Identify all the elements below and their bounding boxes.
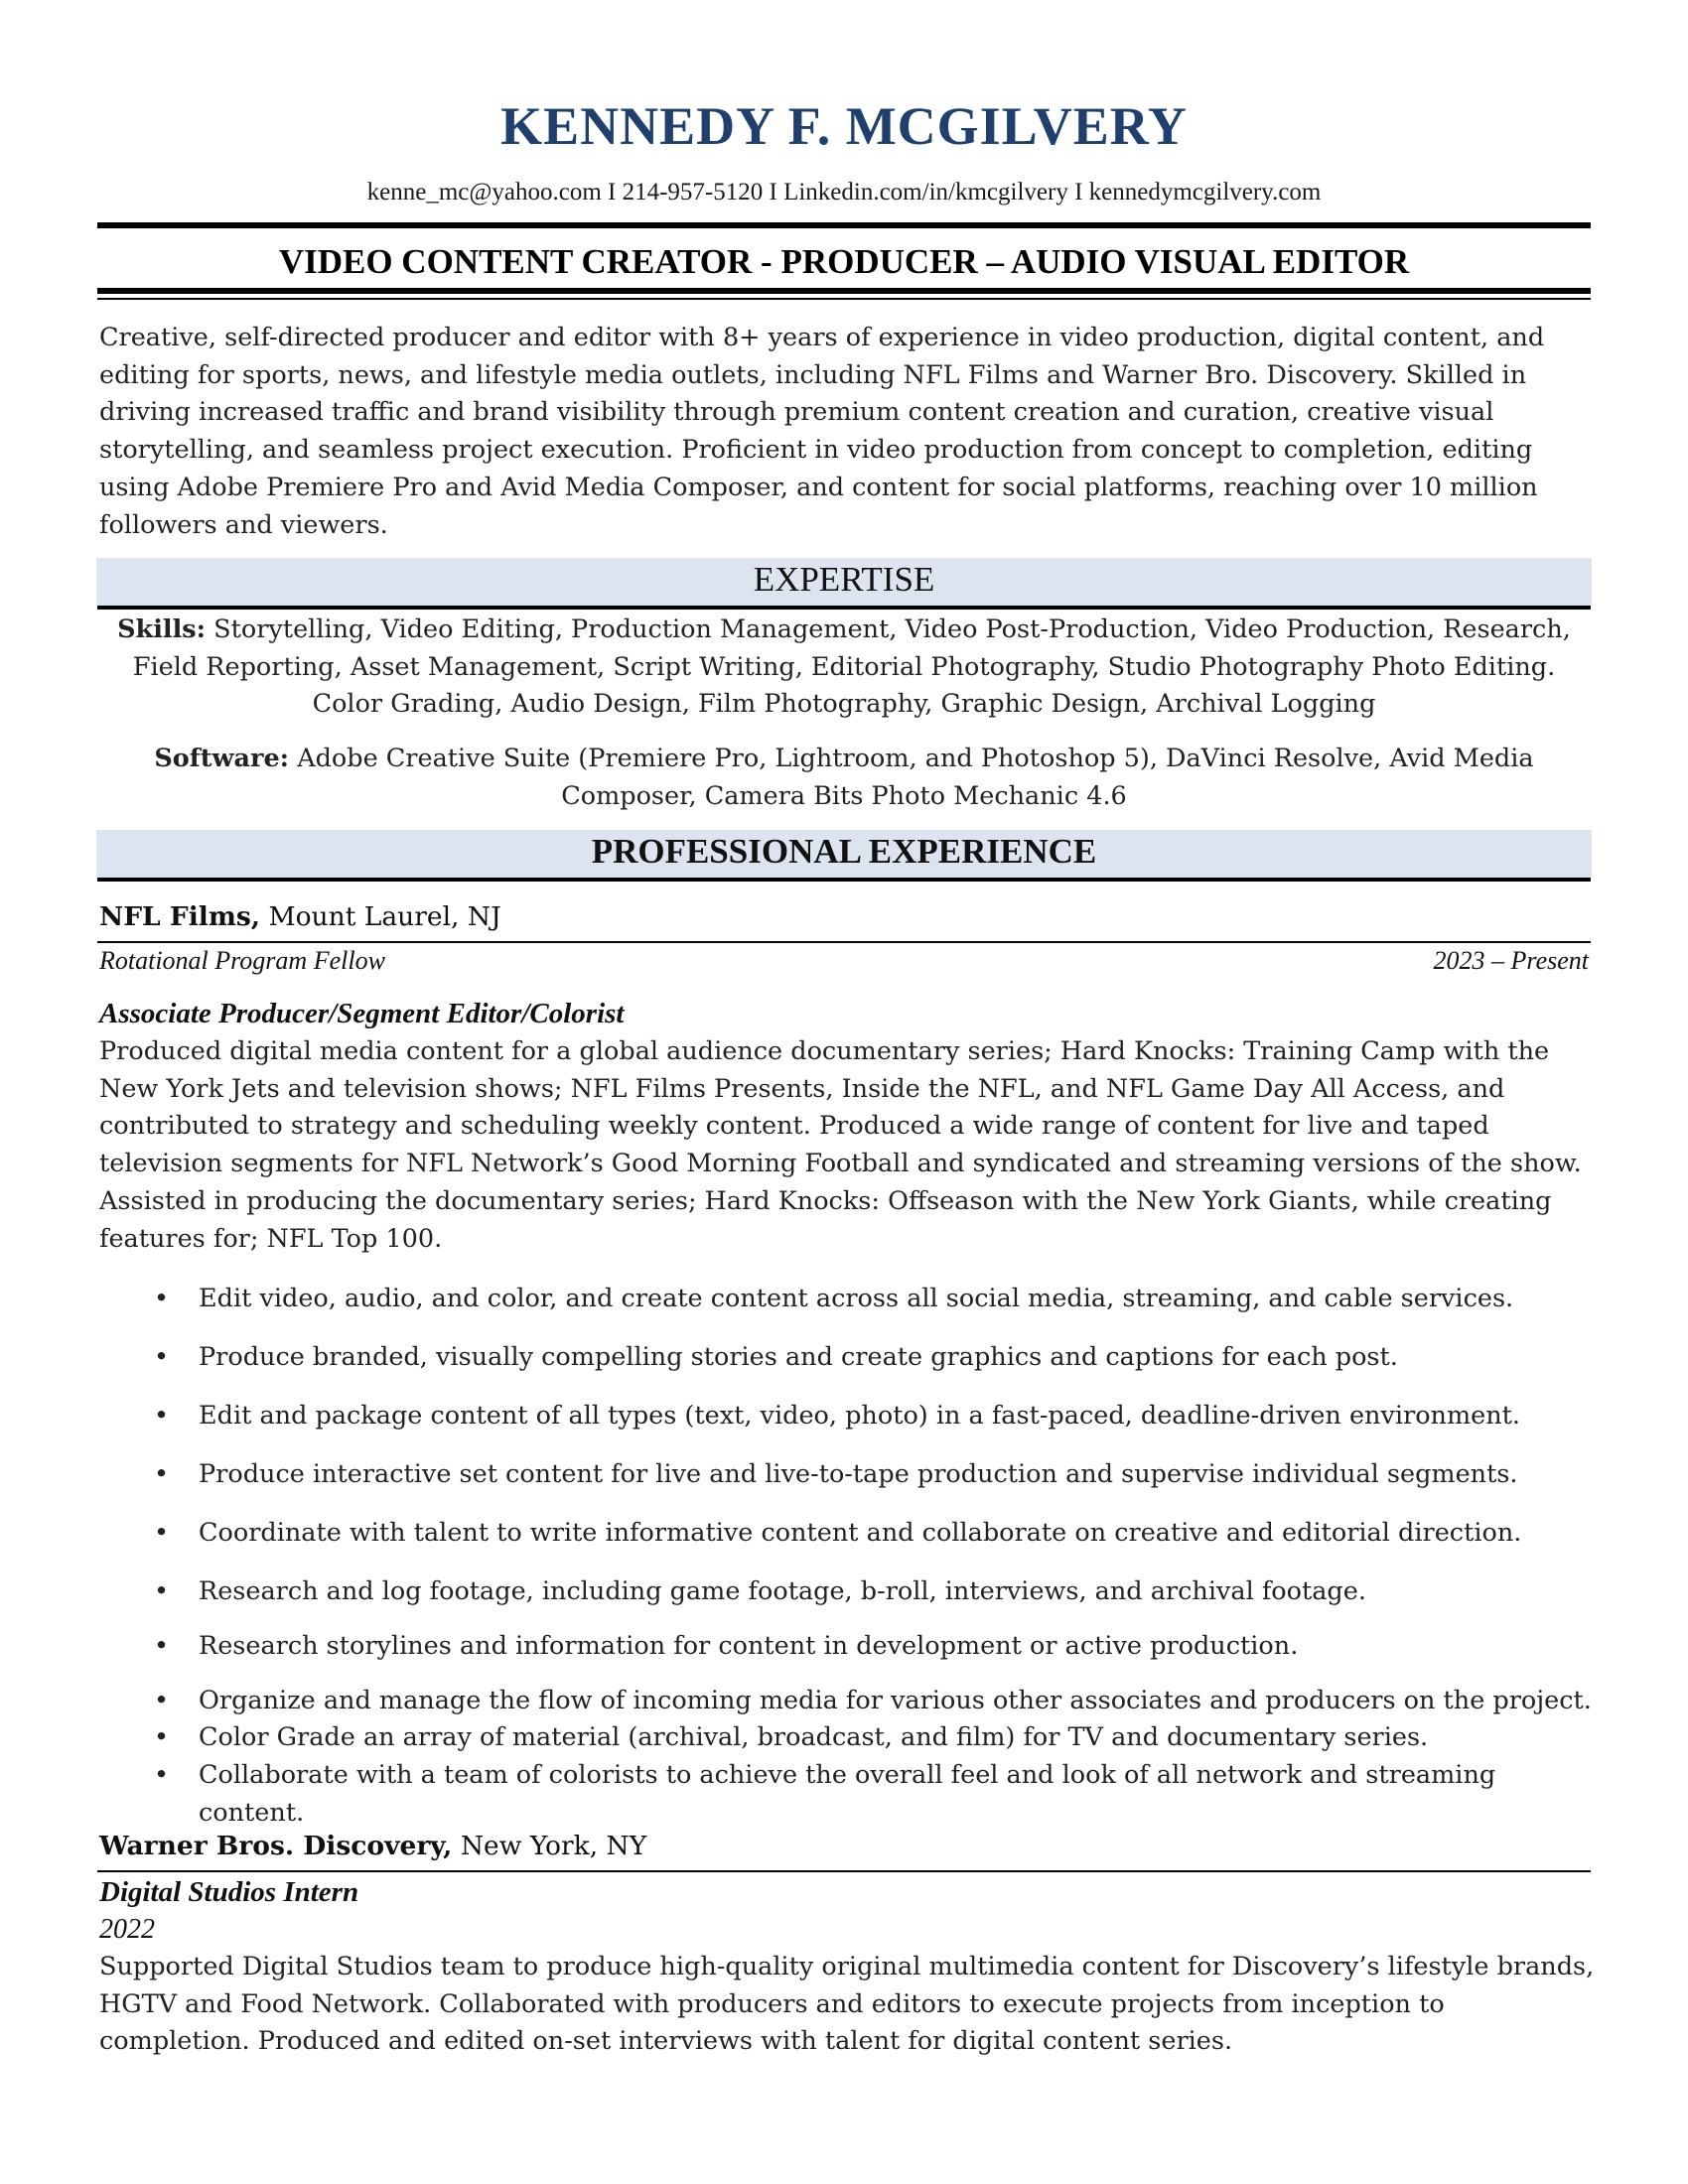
program-line [99,946,1589,976]
skills-label: Skills: [117,614,207,644]
employer-divider [97,941,1591,943]
skills-block [99,612,1589,724]
headline-divider-top [97,288,1591,294]
software-label: Software: [154,744,290,773]
experience-heading: PROFESSIONAL EXPERIENCE [591,832,1097,871]
skills-text: Storytelling, Video Editing, Production Management, Video Post-Production, Video Production, Research, Field Reporting, Asset Management, Script Writing, Editorial Photography, Studio Photography Photo Editing. Color Grading, Audio Design, Film Photography, Graphic Design, Archival Logging [132,614,1571,720]
contact-line: kenne_mc@yahoo.com I 214-957-5120 I Linkedin.com/in/kmcgilvery I kennedymcgilvery.com [366,179,1322,205]
job-dates: 2022 [99,1914,155,1945]
job-title: Associate Producer/Segment Editor/Colorist [99,998,625,1029]
employer-line [99,1831,646,1861]
job-title: Digital Studios Intern [99,1876,359,1908]
expertise-heading: EXPERTISE [753,560,935,599]
employer-line [99,901,501,932]
expertise-divider [97,606,1591,610]
job-description: Produced digital media content for a global audience documentary series; Hard Knocks: Training Camp with the New York Jets and television shows; NFL Films Presents, Inside the NFL, and NFL Game Day All Access, and contributed to strategy and scheduling weekly content. Produced a wide range of content for live and taped television segments for NFL Network’s Good Morning Football and syndicated and streaming versions of the show. Assisted in producing the documentary series; Hard Knocks: Offseason with the New York Giants, while creating features for; NFL Top 100. [99,1036,1582,1254]
employer-divider [97,1870,1591,1872]
headline-divider-bottom [97,298,1591,300]
job-dates: 2023 – Present [1433,946,1589,975]
experience-divider [97,878,1591,882]
resume-page: KENNEDY F. MCGILVERY kenne_mc@yahoo.com I 214-957-5120 I Linkedin.com/in/kmcgilvery I kennedymcgilvery.com VIDEO CONTENT CREATOR - PRODUCER – AUDIO VISUAL EDITOR Creative, self-directed producer and editor with 8+ years of experience in video production, digital content, and editing for sports, news, and lifestyle media outlets, including NFL Films and Warner Bro. Discovery. Skilled in driving increased traffic and brand visibility through premium content creation and curation, creative visual storytelling, and seamless project execution. Proficient in video production from concept to completion, editing using Adobe Premiere Pro and Avid Media Composer, and content for social platforms, reaching over 10 million followers and viewers. EXPERTISE Skills: Storytelling, Video Editing, Production Management, Video Post-Production, Video Production, Research, Field Reporting, Asset Management, Script Writing, Editorial Photography, Studio Photography Photo Editing. Color Grading, Audio Design, Film Photography, Graphic Design, Archival Logging Software: Adobe Creative Suite (Premiere Pro, Lightroom, and Photoshop 5), DaVinci Resolve, Avid Media Composer, Camera Bits Photo Mechanic 4.6 PROFESSIONAL EXPERIENCE NFL Films, Mount Laurel, NJ Rotational Program Fellow 2023 – Present Associate Producer/Segment Editor/Colorist Produced digital media content for a global audience documentary series; Hard Knocks: Training Camp with the New York Jets and television shows; NFL Films Presents, Inside the NFL, and NFL Game Day All Access, and contributed to strategy and scheduling weekly content. Produced a wide range of content for live and taped television segments for NFL Network’s Good Morning Football and syndicated and streaming versions of the show. Assisted in producing the documentary series; Hard Knocks: Offseason with the New York Giants, while creating features for; NFL Top 100. • Edit video, audio, and color, and create content across all social media, streaming, and cable services. • Produce branded, visually compelling stories and create graphics and captions for each post. • Edit and package content of all types (text, video, photo) in a fast-paced, deadline-driven environment. • Produce interactive set content for live and live-to-tape production and supervise individual segments. • Coordinate with talent to write informative content and collaborate on creative and editorial direction. • Research and log footage, including game footage, b-roll, interviews, and archival footage. • Research storylines and information for content in development or active production. • Organize and manage the flow of incoming media for various other associates and producers on the project. • Color Grade an array of material (archival, broadcast, and film) for TV and documentary series. • Collaborate with a team of colorists to achieve the overall feel and look of all network and streaming content. Warner Bros. Discovery, New York, NY Digital Studios Intern 2022 Supported Digital Studios team to produce high-quality original multimedia content for Discovery’s lifestyle brands, HGTV and Food Network. Collaborated with producers and editors to execute projects from inception to completion. Produced and edited on-set interviews with talent for digital content series. [0,0,1688,2184]
employer-location: Mount Laurel, NJ [268,901,501,932]
candidate-name: KENNEDY F. MCGILVERY [500,96,1188,156]
job-description: Supported Digital Studios team to produce high-quality original multimedia content for Discovery’s lifestyle brands, HGTV and Food Network. Collaborated with producers and editors to execute projects from inception to completion. Produced and edited on-set interviews with talent for digital content series. [99,1952,1595,2057]
header-divider [97,222,1591,228]
software-block [99,741,1589,815]
program-name: Rotational Program Fellow [99,946,385,975]
summary-paragraph: Creative, self-directed producer and editor with 8+ years of experience in video production, digital content, and editing for sports, news, and lifestyle media outlets, including NFL Films and Warner Bro. Discovery. Skilled in driving increased traffic and brand visibility through premium content creation and curation, creative visual storytelling, and seamless project execution. Proficient in video production from concept to completion, editing using Adobe Premiere Pro and Avid Media Composer, and content for social platforms, reaching over 10 million followers and viewers. [99,323,1545,540]
headline-title: VIDEO CONTENT CREATOR - PRODUCER – AUDIO VISUAL EDITOR [278,242,1410,281]
software-text: Adobe Creative Suite (Premiere Pro, Lightroom, and Photoshop 5), DaVinci Resolve, Avid Media Composer, Camera Bits Photo Mechanic 4.6 [297,744,1534,811]
employer-name: Warner Bros. Discovery, [99,1831,453,1861]
employer-name: NFL Films, [99,901,261,932]
employer-location: New York, NY [460,1831,647,1861]
